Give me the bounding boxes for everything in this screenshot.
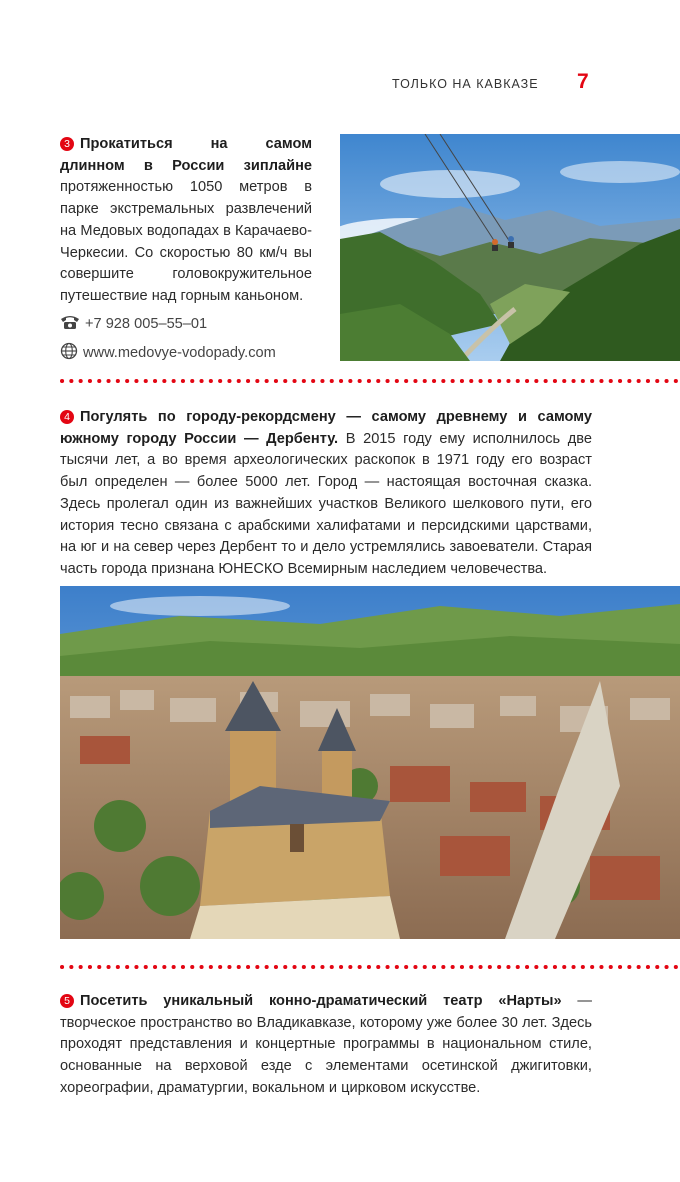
item-text: протяженностью 1050 метров в парке экстремальных развлечений на Медовых водопадах в Карачаево-Черкесии. Со скоростью 80 км/ч вы совершите головокружительное путешествие над горным каньоном. [60, 179, 312, 304]
section-title: ТОЛЬКО НА КАВКАЗЕ [392, 77, 539, 91]
item-number-badge: 4 [60, 410, 74, 424]
zipline-photo [340, 134, 680, 361]
dotted-divider [60, 378, 680, 384]
item-title: Прокатиться на самом длинном в России зиплайне [60, 136, 312, 174]
item-text: — творческое пространство во Владикавказе, которому уже более 30 лет. Здесь проходят представления и концертные программы в национальном стиле, основанные на верховой езде с элементами осетинской джигитовки, хореографии, драматургии, вокальном и цирковом искусстве. [60, 993, 592, 1096]
item-title: Посетить уникальный конно-драматический театр «Нарты» [80, 993, 562, 1009]
page-number: 7 [577, 70, 589, 93]
item-number-badge: 3 [60, 137, 74, 151]
phone-icon [60, 314, 85, 334]
item-zipline [60, 134, 312, 308]
item-number-badge: 5 [60, 994, 74, 1008]
item-title: Погулять по городу-рекордсмену — самому древнему и самому южному городу России — Дербенту. [60, 409, 592, 447]
website-link[interactable]: www.medovye-vodopady.com [83, 345, 276, 361]
item-text: В 2015 году ему исполнилось две тысячи лет, а во время археологических раскопок в 1971 году его возраст был определен — более 5000 лет. Город — настоящая восточная сказка. Здесь пролегал один из важнейших участков Великого шелкового пути, его история тесно связана с арабскими халифатами и персидскими царствами, на юг и на север через Дербент то и дело устремлялись завоеватели. Старая часть города признана ЮНЕСКО Всемирным наследием человечества. [60, 430, 592, 577]
globe-icon [60, 342, 83, 364]
dotted-divider [60, 964, 680, 970]
website-contact [60, 342, 276, 364]
derbent-photo [60, 586, 680, 939]
item-narty-theatre [60, 991, 592, 1100]
phone-number[interactable]: +7 928 005–55–01 [85, 316, 208, 332]
item-derbent [60, 407, 592, 581]
phone-contact [60, 314, 207, 334]
